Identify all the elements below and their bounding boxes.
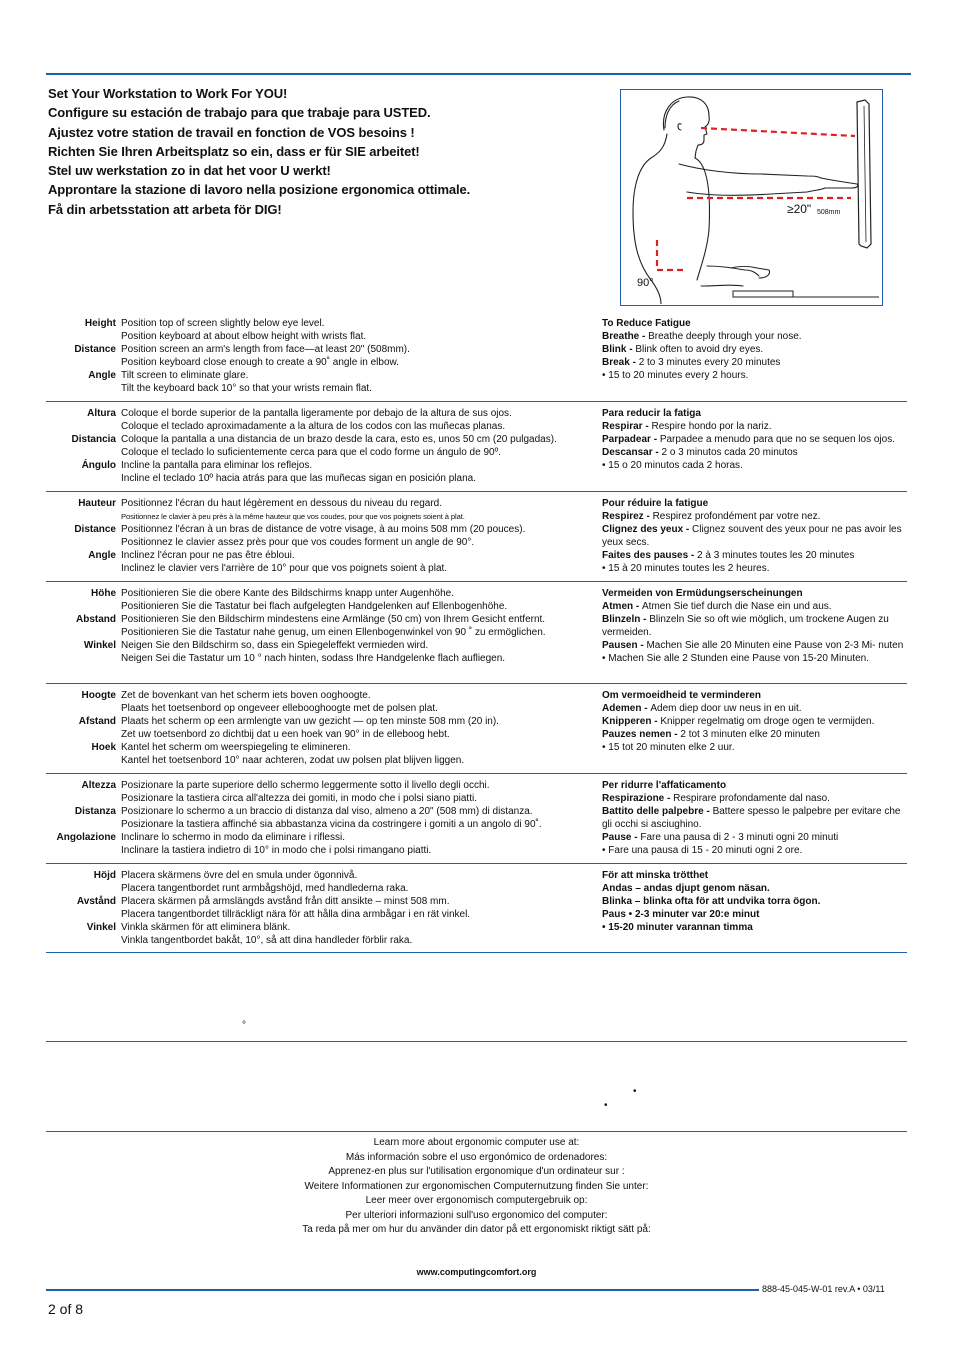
- instruction-text: Placera skärmens övre del en smula under ögonnivå.: [121, 870, 358, 881]
- fatigue-heading: To Reduce Fatigue: [602, 318, 691, 329]
- instruction-row: [46, 537, 591, 550]
- instruction-row: [46, 383, 591, 396]
- instruction-label: [46, 627, 121, 640]
- tip-text: Blink often to avoid dry eyes.: [635, 343, 764, 355]
- instruction-text: Positionieren Sie die Tastatur nahe genug, um einen Ellenbogenwinkel von 90 ˚ zu ermöglichen.: [121, 626, 546, 638]
- instruction-row: [46, 498, 591, 511]
- instruction-row: [46, 344, 591, 357]
- instruction-label: [46, 703, 121, 716]
- instruction-text: Inclinare la tastiera indietro di 10° in modo che i polsi rimangano piatti.: [121, 844, 432, 856]
- instruction-text: Coloque la pantalla a una distancia de un brazo desde la cara, esto es, unos 50 cm (20 pulgadas).: [121, 433, 557, 445]
- fatigue-tips: [602, 498, 907, 575]
- fatigue-heading: Para reducir la fatiga: [602, 408, 701, 419]
- stray-bullet-mark: •: [604, 1100, 608, 1111]
- instruction-label: Vinkel: [86, 921, 116, 933]
- instruction-row: [46, 588, 591, 601]
- instruction-text: Tilt screen to eliminate glare.: [121, 369, 249, 381]
- fatigue-tip: [602, 370, 907, 383]
- instruction-row: [46, 627, 591, 640]
- instruction-text: Inclinez l'écran pour ne pas être ébloui.: [121, 549, 295, 561]
- instruction-text: Positionieren Sie den Bildschirm mindestens eine Armlänge (50 cm) von Ihrem Gesicht entfernt.: [121, 613, 546, 625]
- fatigue-tip: [602, 742, 907, 755]
- instruction-label: [46, 755, 121, 768]
- document-code: 888-45-045-W-01 rev.A • 03/11: [762, 1284, 885, 1294]
- instruction-label: Höjd: [93, 870, 116, 881]
- fatigue-tip: [602, 460, 907, 473]
- instruction-label: [46, 511, 121, 524]
- instruction-label: Avstånd: [76, 895, 116, 907]
- instruction-label: [46, 793, 121, 806]
- elbow-angle-label: 90°: [637, 277, 654, 289]
- instruction-row: [46, 780, 591, 793]
- title-en: Set Your Workstation to Work For YOU!: [48, 86, 288, 101]
- instruction-label: Distance: [74, 343, 116, 355]
- learn-more-line: Ta reda på mer om hur du använder din dator på ett ergonomiskt riktigt sätt på:: [302, 1224, 651, 1235]
- instruction-text: Incline la pantalla para eliminar los reflejos.: [121, 459, 313, 471]
- fatigue-heading: Vermeiden von Ermüdungserscheinungen: [602, 588, 803, 599]
- tip-keyword: Parpadear -: [602, 433, 660, 445]
- section-divider: [46, 581, 907, 582]
- tip-keyword: Pause -: [602, 831, 641, 843]
- tip-keyword: Respirez -: [602, 510, 653, 522]
- distance-unit-label: 508mm: [817, 209, 841, 216]
- fatigue-tips: [602, 588, 907, 665]
- instruction-label: [46, 601, 121, 614]
- tip-text: Machen Sie alle 20 Minuten eine Pause von 2-3 Mi- nuten: [646, 639, 904, 651]
- tip-keyword: Atmen -: [602, 600, 642, 612]
- tip-text: • Machen Sie alle 2 Stunden eine Pause von 15-20 Minuten.: [602, 652, 870, 664]
- instruction-text: Posizionare la tastiera affinché sia abbastanza vicina da costringere i gomiti a un angolo di 90˚.: [121, 818, 542, 830]
- tip-keyword: Pauzes nemen -: [602, 728, 681, 740]
- tip-text: Battere spesso le palpebre per evitare che gli occhi si asciughino.: [602, 805, 901, 830]
- instruction-row: [46, 832, 591, 845]
- instruction-row: [46, 357, 591, 370]
- fatigue-heading: Om vermoeidheid te verminderen: [602, 690, 761, 701]
- hand: [821, 178, 858, 188]
- ear: [678, 124, 681, 130]
- tip-text: Parpadee a menudo para que no se sequen los ojos.: [659, 433, 895, 445]
- tip-text: 2 to 3 minutes every 20 minutes: [638, 356, 781, 368]
- fatigue-tip: [602, 729, 907, 742]
- ergonomic-posture-figure: [620, 89, 883, 306]
- fatigue-tip: [602, 883, 907, 896]
- title-block: [48, 84, 608, 219]
- footer-rule: [46, 1289, 759, 1291]
- torso-front: [695, 158, 709, 280]
- instruction-label: Hoek: [91, 741, 116, 753]
- instruction-row: [46, 755, 591, 768]
- fatigue-tip: [602, 614, 907, 640]
- tip-text: Blinka – blinka ofta för att undvika torra ögon.: [602, 895, 821, 907]
- instruction-label: [46, 331, 121, 344]
- fatigue-tips: [602, 870, 907, 935]
- tip-text: Respirare profondamente dal naso.: [673, 792, 830, 804]
- instruction-text: Placera skärmen på armslängds avstånd från ditt ansikte – minst 508 mm.: [121, 895, 450, 907]
- section-divider: [46, 952, 907, 953]
- tip-text: 2 à 3 minutes toutes les 20 minutes: [697, 549, 855, 561]
- instruction-row: [46, 434, 591, 447]
- instruction-label: Abstand: [76, 613, 116, 625]
- keyboard: [733, 291, 793, 297]
- instruction-row: [46, 909, 591, 922]
- instruction-label: Height: [84, 318, 116, 329]
- instruction-label: [46, 845, 121, 858]
- instruction-row: [46, 524, 591, 537]
- instruction-row: [46, 601, 591, 614]
- instruction-text: Placera tangentbordet runt armbågshöjd, med handlederna raka.: [121, 882, 409, 894]
- fatigue-heading: Pour réduire la fatigue: [602, 498, 709, 509]
- learn-more-line: Más información sobre el uso ergonómico de ordenadores:: [345, 1151, 608, 1163]
- tip-text: Respirez profondément par votre nez.: [652, 510, 821, 522]
- instruction-row: [46, 640, 591, 653]
- instruction-text: Coloque el borde superior de la pantalla ligeramente por debajo de la altura de sus ojos.: [121, 408, 512, 419]
- instruction-label: [46, 473, 121, 486]
- instruction-text: Zet de bovenkant van het scherm iets boven ooghoogte.: [121, 690, 371, 701]
- instruction-text: Position top of screen slightly below eye level.: [121, 318, 325, 329]
- instruction-label: Altezza: [81, 780, 116, 791]
- fatigue-tips: [602, 690, 907, 755]
- learn-more-line: Learn more about ergonomic computer use at:: [373, 1137, 580, 1148]
- fatigue-tip: [602, 703, 907, 716]
- fatigue-tip: [602, 806, 907, 832]
- setup-instructions: [46, 780, 591, 857]
- fatigue-tip: [602, 331, 907, 344]
- stray-bullet-mark: •: [633, 1086, 637, 1097]
- instruction-label: Winkel: [83, 639, 116, 651]
- tip-text: • 15 to 20 minutes every 2 hours.: [602, 369, 749, 381]
- title-fr: Ajustez votre station de travail en fonction de VOS besoins !: [48, 124, 415, 140]
- instruction-label: Distanza: [74, 805, 116, 817]
- instruction-label: Distancia: [71, 433, 116, 445]
- fatigue-tips: [602, 780, 907, 857]
- page-number: 2 of 8: [48, 1301, 84, 1317]
- instruction-label: [46, 357, 121, 370]
- fatigue-tip: [602, 434, 907, 447]
- tip-text: Adem diep door uw neus in en uit.: [650, 702, 802, 714]
- instruction-text: Plaats het toetsenbord op ongeveer ellebooghoogte met de polsen plat.: [121, 702, 438, 714]
- section-divider: [46, 401, 907, 402]
- instruction-row: [46, 716, 591, 729]
- setup-instructions: [46, 408, 591, 485]
- fatigue-tip: [602, 421, 907, 434]
- instruction-row: [46, 845, 591, 858]
- instruction-row: [46, 550, 591, 563]
- instruction-label: Hoogte: [81, 690, 116, 701]
- instruction-text: Plaats het scherm op een armlengte van uw gezicht — op ten minste 508 mm (20 in).: [121, 715, 499, 727]
- section-divider: [46, 1041, 907, 1042]
- learn-more-line: Weitere Informationen zur ergonomischen Computernutzung finden Sie unter:: [304, 1180, 649, 1192]
- fatigue-tip: [602, 922, 907, 935]
- instruction-text: Posizionare la tastiera circa all'altezza dei gomiti, in modo che i polsi siano piatti.: [121, 792, 477, 804]
- tip-text: Atmen Sie tief durch die Nase ein und aus.: [642, 600, 832, 612]
- tip-keyword: Break -: [602, 356, 639, 368]
- tip-keyword: Knipperen -: [602, 715, 661, 727]
- fatigue-tip: [602, 550, 907, 563]
- instruction-row: [46, 870, 591, 883]
- upper-arm-top: [679, 164, 821, 178]
- instruction-label: Hauteur: [78, 498, 116, 509]
- upper-arm-bottom: [687, 188, 825, 195]
- tip-keyword: Faites des pauses -: [602, 549, 698, 561]
- instruction-row: [46, 511, 591, 524]
- fatigue-tip: [602, 524, 907, 550]
- instruction-row: [46, 793, 591, 806]
- setup-instructions: [46, 870, 591, 947]
- distance-label: ≥20": [787, 202, 812, 216]
- instruction-row: [46, 922, 591, 935]
- tip-keyword: Respirazione -: [602, 792, 674, 804]
- instruction-text: Positionieren Sie die Tastatur bei flach aufgelegten Handgelenken auf Ellenbogenhöhe.: [121, 600, 508, 612]
- instruction-text: Position keyboard close enough to create a 90˚ angle in elbow.: [121, 356, 399, 368]
- instruction-text: Tilt the keyboard back 10° so that your wrists remain flat.: [121, 382, 372, 394]
- instruction-text: Posizionare lo schermo a un braccio di distanza dal viso, almeno a 20" (508 mm) di distanza.: [121, 805, 533, 817]
- fatigue-tip: [602, 653, 907, 666]
- tip-keyword: Respirar -: [602, 420, 652, 432]
- instruction-text: Inclinare lo schermo in modo da eliminare i riflessi.: [121, 831, 345, 843]
- fatigue-tip: [602, 640, 907, 653]
- fatigue-heading: För att minska trötthet: [602, 870, 709, 881]
- instruction-text: Kantel het scherm om weerspiegeling te elimineren.: [121, 741, 351, 753]
- instruction-text: Kantel het toetsenbord 10° naar achteren, zodat uw polsen plat blijven liggen.: [121, 754, 465, 766]
- fatigue-tip: [602, 896, 907, 909]
- instruction-row: [46, 819, 591, 832]
- instruction-label: [46, 729, 121, 742]
- instruction-row: [46, 408, 591, 421]
- section-divider: [46, 863, 907, 864]
- instruction-row: [46, 729, 591, 742]
- fatigue-tip: [602, 832, 907, 845]
- fatigue-tips: [602, 408, 907, 473]
- title-sv: Få din arbetsstation att arbeta för DIG!: [48, 201, 282, 217]
- instruction-text: Vinkla skärmen för att eliminera blänk.: [121, 921, 291, 933]
- instruction-text: Coloque el teclado lo suficientemente cerca para que el codo forme un ángulo de 90º.: [121, 446, 502, 458]
- instruction-row: [46, 370, 591, 383]
- instruction-text: Positionnez le clavier à peu près à la même hauteur que vos coudes, pour que vos poignets soient à plat.: [121, 511, 465, 521]
- instruction-text: Placera tangentbordet tillräckligt nära för att hålla dina armbågar i en rät vinkel.: [121, 908, 471, 920]
- tip-keyword: Ademen -: [602, 702, 651, 714]
- instruction-text: Positionnez le clavier assez près pour que vos coudes forment un angle de 90°.: [121, 536, 475, 548]
- section-divider: [46, 773, 907, 774]
- forearm-lower: [701, 285, 743, 286]
- instruction-row: [46, 742, 591, 755]
- instruction-row: [46, 614, 591, 627]
- tip-keyword: Pausen -: [602, 639, 647, 651]
- section-divider: [46, 683, 907, 684]
- tip-text: Breathe deeply through your nose.: [648, 330, 802, 342]
- instruction-row: [46, 318, 591, 331]
- instruction-text: Position keyboard at about elbow height with wrists flat.: [121, 330, 367, 342]
- tip-text: Knipper regelmatig om droge ogen te vermijden.: [660, 715, 875, 727]
- fatigue-tip: [602, 845, 907, 858]
- instruction-label: [46, 883, 121, 896]
- instruction-text: Positionnez l'écran à un bras de distance de votre visage, à au moins 508 mm (20 pouces).: [121, 523, 526, 535]
- instruction-row: [46, 653, 591, 666]
- title-it: Approntare la stazione di lavoro nella posizione ergonomica ottimale.: [48, 182, 471, 198]
- instruction-text: Neigen Sei die Tastatur um 10 ° nach hinten, sodass Ihre Handgelenke flach aufliegen.: [121, 652, 506, 664]
- website-link[interactable]: www.computingcomfort.org: [416, 1267, 537, 1277]
- top-rule: [46, 73, 911, 75]
- tip-text: Paus • 2-3 minuter var 20:e minut: [602, 908, 760, 920]
- tip-text: Clignez souvent des yeux pour ne pas avoir les yeux secs.: [602, 523, 902, 548]
- instruction-label: [46, 421, 121, 434]
- tip-text: • 15 à 20 minutes toutes les 2 heures.: [602, 562, 770, 574]
- instruction-text: Zet uw toetsenbord zo dichtbij dat u een hoek van 90° in de elleboog hebt.: [121, 728, 450, 740]
- fatigue-tip: [602, 447, 907, 460]
- instruction-label: Ángulo: [81, 459, 116, 471]
- tip-text: Fare una pausa di 2 - 3 minuti ogni 20 minuti: [640, 831, 839, 843]
- instruction-label: [46, 537, 121, 550]
- tip-text: • Fare una pausa di 15 - 20 minuti ogni 2 ore.: [602, 844, 803, 856]
- eye-line-guide: [701, 128, 855, 136]
- section-divider: [46, 491, 907, 492]
- fatigue-tip: [602, 716, 907, 729]
- instruction-text: Posizionare la parte superiore dello schermo leggermente sotto il livello degli occhi.: [121, 780, 490, 791]
- instruction-label: Höhe: [91, 588, 116, 599]
- fatigue-tip: [602, 909, 907, 922]
- instruction-label: Distance: [74, 523, 116, 535]
- title-nl: Stel uw werkstation zo in dat het voor U werkt!: [48, 163, 331, 179]
- tip-text: 2 tot 3 minuten elke 20 minuten: [680, 728, 820, 740]
- tip-text: • 15 o 20 minutos cada 2 horas.: [602, 459, 743, 471]
- hair: [665, 101, 679, 128]
- tip-keyword: Descansar -: [602, 446, 662, 458]
- instruction-label: [46, 819, 121, 832]
- instruction-row: [46, 690, 591, 703]
- tip-text: • 15-20 minuter varannan timma: [602, 921, 753, 933]
- fatigue-tip: [602, 357, 907, 370]
- instruction-label: Angolazione: [56, 831, 116, 843]
- title-es: Configure su estación de trabajo para que trabaje para USTED.: [48, 105, 431, 121]
- instruction-label: [46, 653, 121, 666]
- instruction-text: Neigen Sie den Bildschirm so, dass ein Spiegeleffekt vermieden wird.: [121, 639, 429, 651]
- tip-text: Respire hondo por la nariz.: [651, 420, 772, 432]
- instruction-label: Angle: [88, 549, 116, 561]
- instruction-text: Inclinez le clavier vers l'arrière de 10° pour que vos poignets soient à plat.: [121, 562, 448, 574]
- instruction-label: [46, 383, 121, 396]
- posture-illustration: [621, 90, 881, 304]
- instruction-row: [46, 473, 591, 486]
- learn-more-line: Apprenez-en plus sur l'utilisation ergonomique d'un ordinateur sur :: [328, 1166, 625, 1177]
- tip-text: Blinzeln Sie so oft wie möglich, um trockene Augen zu vermeiden.: [602, 613, 889, 638]
- instruction-row: [46, 935, 591, 948]
- tip-keyword: Blinzeln -: [602, 613, 650, 625]
- instruction-row: [46, 331, 591, 344]
- instruction-text: Incline el teclado 10º hacia atrás para que las muñecas sigan en posición plana.: [121, 472, 476, 484]
- instruction-row: [46, 447, 591, 460]
- instruction-text: Coloque el teclado aproximadamente a la altura de los codos con las muñecas planas.: [121, 420, 506, 432]
- instruction-text: Position screen an arm's length from face—at least 20" (508mm).: [121, 343, 410, 355]
- instruction-row: [46, 460, 591, 473]
- setup-instructions: [46, 498, 591, 575]
- instruction-row: [46, 421, 591, 434]
- instruction-label: Afstand: [78, 715, 116, 727]
- tip-text: 2 o 3 minutos cada 20 minutos: [661, 446, 798, 458]
- instruction-label: [46, 563, 121, 576]
- instruction-row: [46, 703, 591, 716]
- instruction-row: [46, 806, 591, 819]
- instruction-text: Positionnez l'écran du haut légèrement en dessous du niveau du regard.: [121, 498, 443, 509]
- instruction-label: Altura: [87, 408, 116, 419]
- instruction-text: Vinkla tangentbordet bakåt, 10°, så att dina handleder förblir raka.: [121, 934, 413, 946]
- instruction-label: [46, 935, 121, 948]
- fatigue-tip: [602, 793, 907, 806]
- instruction-label: [46, 909, 121, 922]
- stray-degree-mark: °: [242, 1020, 246, 1031]
- learn-more-block: [46, 1136, 907, 1238]
- instruction-label: Angle: [88, 369, 116, 381]
- section-divider: [46, 1131, 907, 1132]
- tip-keyword: Battito delle palpebre -: [602, 805, 713, 817]
- fatigue-heading: Per ridurre l'affaticamento: [602, 780, 727, 791]
- fatigue-tip: [602, 344, 907, 357]
- instruction-row: [46, 896, 591, 909]
- instruction-row: [46, 563, 591, 576]
- tip-keyword: Breathe -: [602, 330, 649, 342]
- learn-more-line: Per ulteriori informazioni sull'uso ergonomico del computer:: [345, 1209, 608, 1221]
- tip-keyword: Blink -: [602, 343, 636, 355]
- setup-instructions: [46, 318, 591, 395]
- tip-text: • 15 tot 20 minuten elke 2 uur.: [602, 741, 735, 753]
- tip-keyword: Clignez des yeux -: [602, 523, 693, 535]
- title-de: Richten Sie Ihren Arbeitsplatz so ein, dass er für SIE arbeitet!: [48, 143, 420, 159]
- instruction-row: [46, 883, 591, 896]
- instruction-label: [46, 447, 121, 460]
- tip-text: Andas – andas djupt genom näsan.: [602, 882, 770, 894]
- fatigue-tip: [602, 563, 907, 576]
- learn-more-line: Leer meer over ergonomisch computergebruik op:: [365, 1195, 588, 1206]
- fatigue-tip: [602, 601, 907, 614]
- setup-instructions: [46, 588, 591, 665]
- setup-instructions: [46, 690, 591, 767]
- instruction-text: Positionieren Sie die obere Kante des Bildschirms knapp unter Augenhöhe.: [121, 588, 454, 599]
- elbow-angle-guide: [657, 240, 683, 270]
- fatigue-tips: [602, 318, 907, 383]
- fatigue-tip: [602, 511, 907, 524]
